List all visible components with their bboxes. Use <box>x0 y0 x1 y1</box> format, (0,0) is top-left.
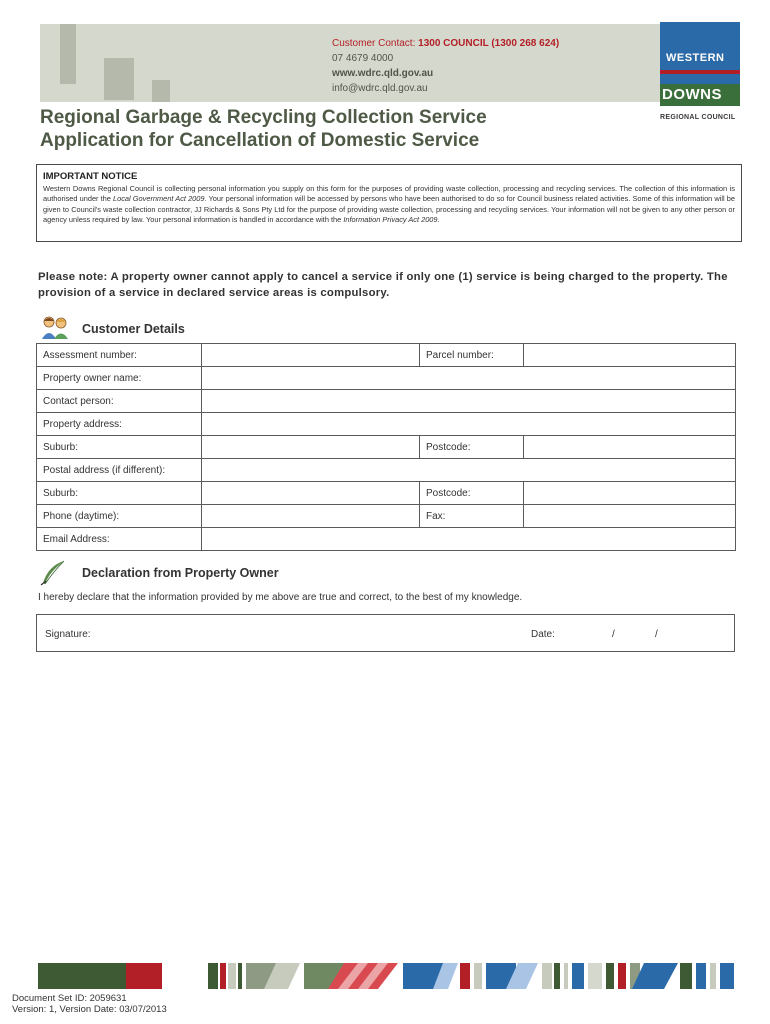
logo-red-stripe <box>660 70 740 74</box>
document-info <box>12 993 167 1015</box>
phone-daytime-field[interactable] <box>202 505 420 528</box>
notice-act-reference: Information Privacy Act 2009 <box>343 214 438 224</box>
signature-field[interactable] <box>107 619 507 647</box>
table-row <box>37 528 736 551</box>
table-row <box>37 413 736 436</box>
postcode-label: Postcode: <box>420 436 524 459</box>
page-title <box>40 106 487 152</box>
title-line-1: Regional Garbage & Recycling Collection Service <box>40 107 487 128</box>
title-line-2: Application for Cancellation of Domestic Service <box>40 130 480 151</box>
logo-western-text: WESTERN <box>666 52 725 64</box>
quill-pen-icon <box>40 560 66 586</box>
postcode-field[interactable] <box>524 436 736 459</box>
contact-person-field[interactable] <box>202 390 736 413</box>
date-separator: / <box>612 629 615 640</box>
fax-field[interactable] <box>524 505 736 528</box>
notice-heading: IMPORTANT NOTICE <box>43 171 138 182</box>
postal-suburb-field[interactable] <box>202 482 420 505</box>
document-set-id: Document Set ID: 2059631 <box>12 993 127 1004</box>
notice-body <box>43 184 735 225</box>
postal-postcode-label: Postcode: <box>420 482 524 505</box>
table-row <box>37 436 736 459</box>
table-row <box>37 367 736 390</box>
please-note: Please note: A property owner cannot apply to cancel a service if only one (1) service is being charged to the property. The provision of a service in declared service areas is compulsory. <box>38 271 728 299</box>
date-label: Date: <box>531 629 555 640</box>
postal-suburb-label: Suburb: <box>37 482 202 505</box>
notice-text: . Your personal information will be accessed by persons who have been authorised to do so for Council business related activities. Some of this information will be given to Council's waste collection contractor, JJ Richards & Sons Pty Ltd for the purpose of providing waste collection, processing and recycling services. Your information will not be given to any other person or agency unless required by law. Your personal information is handled in accordance with the <box>43 194 735 224</box>
property-owner-name-label: Property owner name: <box>37 367 202 390</box>
property-address-label: Property address: <box>37 413 202 436</box>
notice-text: . <box>437 214 440 224</box>
table-row <box>37 344 736 367</box>
header-decoration <box>60 24 76 84</box>
suburb-field[interactable] <box>202 436 420 459</box>
phone-daytime-label: Phone (daytime): <box>37 505 202 528</box>
declaration-heading: Declaration from Property Owner <box>82 566 279 580</box>
header-decoration <box>104 58 134 100</box>
table-row <box>37 482 736 505</box>
signature-label: Signature: <box>45 629 91 640</box>
header-decoration <box>152 80 170 102</box>
contact-person-label: Contact person: <box>37 390 202 413</box>
table-row <box>37 505 736 528</box>
contact-website[interactable]: www.wdrc.qld.gov.au <box>332 68 434 79</box>
assessment-number-field[interactable] <box>202 344 420 367</box>
notice-text: Western Downs Regional Council is collecting personal information you supply on this form for the purposes of providing waste collection, processing and recycling services. The collection of this information is authorised under the <box>43 184 735 204</box>
contact-phone: 07 4679 4000 <box>332 53 394 64</box>
customer-details-heading: Customer Details <box>82 322 185 336</box>
document-version: Version: 1, Version Date: 03/07/2013 <box>12 1004 167 1015</box>
declaration-statement: I hereby declare that the information provided by me above are true and correct, to the best of my knowledge. <box>38 592 523 603</box>
parcel-number-label: Parcel number: <box>420 344 524 367</box>
customer-details-table <box>36 343 736 551</box>
postal-postcode-field[interactable] <box>524 482 736 505</box>
postal-address-field[interactable] <box>202 459 736 482</box>
date-field[interactable] <box>565 619 725 647</box>
parcel-number-field[interactable] <box>524 344 736 367</box>
people-icon <box>40 315 70 341</box>
email-address-label: Email Address: <box>37 528 202 551</box>
fax-label: Fax: <box>420 505 524 528</box>
table-row <box>37 390 736 413</box>
postal-address-label: Postal address (if different): <box>37 459 202 482</box>
property-owner-name-field[interactable] <box>202 367 736 390</box>
contact-phone-council: 1300 COUNCIL (1300 268 624) <box>418 38 560 49</box>
logo-downs-text: DOWNS <box>660 84 740 106</box>
important-notice-box <box>36 164 742 242</box>
signature-box <box>36 614 735 652</box>
date-separator: / <box>655 629 658 640</box>
assessment-number-label: Assessment number: <box>37 344 202 367</box>
council-logo <box>660 22 740 126</box>
contact-prefix: Customer Contact: <box>332 38 419 49</box>
footer-pattern <box>208 963 736 989</box>
suburb-label: Suburb: <box>37 436 202 459</box>
property-address-field[interactable] <box>202 413 736 436</box>
table-row <box>37 459 736 482</box>
email-address-field[interactable] <box>202 528 736 551</box>
footer-strip-green <box>38 963 126 989</box>
footer-strip-red <box>126 963 162 989</box>
notice-act-reference: Local Government Act 2009 <box>113 194 205 204</box>
contact-email[interactable]: info@wdrc.qld.gov.au <box>332 83 428 94</box>
logo-regional-text: REGIONAL COUNCIL <box>660 114 736 121</box>
contact-info <box>332 36 559 96</box>
